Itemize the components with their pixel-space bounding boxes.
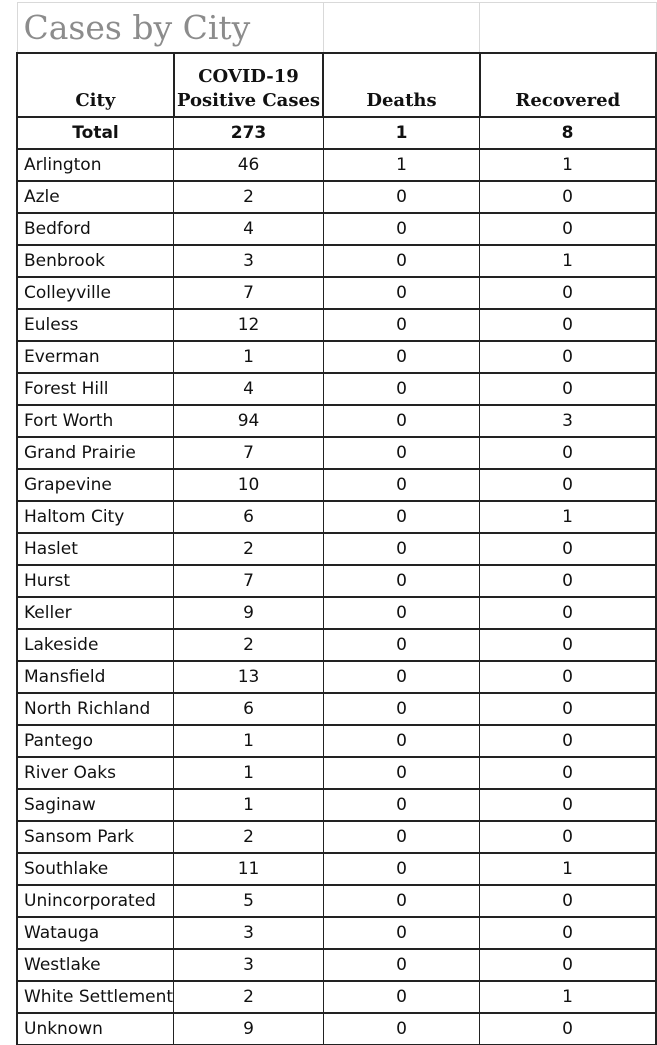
table-row (17, 917, 656, 949)
deaths-cell: 0 (323, 725, 479, 757)
recovered-cell: 1 (480, 149, 656, 181)
city-cell: Grapevine (17, 469, 174, 501)
cases-cell: 2 (174, 981, 324, 1013)
recovered-cell: 0 (480, 213, 656, 245)
city-cell: Grand Prairie (17, 437, 174, 469)
recovered-cell: 0 (480, 789, 656, 821)
recovered-cell: 0 (480, 1013, 656, 1045)
table-row (17, 597, 656, 629)
deaths-cell: 0 (323, 213, 479, 245)
city-cell: Haslet (17, 533, 174, 565)
city-cell: Saginaw (17, 789, 174, 821)
table-row (17, 277, 656, 309)
city-cell: Bedford (17, 213, 174, 245)
cases-cell: 5 (174, 885, 324, 917)
recovered-cell: 0 (480, 661, 656, 693)
city-cell: Mansfield (17, 661, 174, 693)
city-cell: Euless (17, 309, 174, 341)
deaths-cell: 0 (323, 1013, 479, 1045)
cases-cell: 11 (174, 853, 324, 885)
recovered-cell: 0 (480, 437, 656, 469)
cases-cell: 1 (174, 789, 324, 821)
total-recovered: 8 (480, 117, 656, 149)
city-cell: Everman (17, 341, 174, 373)
table-row (17, 821, 656, 853)
header-city: City (17, 53, 174, 117)
deaths-cell: 0 (323, 949, 479, 981)
city-cell: Fort Worth (17, 405, 174, 437)
deaths-cell: 0 (323, 181, 479, 213)
deaths-cell: 0 (323, 533, 479, 565)
recovered-cell: 0 (480, 181, 656, 213)
table-row (17, 565, 656, 597)
table-row (17, 757, 656, 789)
deaths-cell: 0 (323, 341, 479, 373)
cases-cell: 9 (174, 1013, 324, 1045)
table-row (17, 981, 656, 1013)
recovered-cell: 0 (480, 277, 656, 309)
city-cell: Colleyville (17, 277, 174, 309)
deaths-cell: 0 (323, 981, 479, 1013)
city-cell: Keller (17, 597, 174, 629)
city-cell: White Settlement (17, 981, 174, 1013)
deaths-cell: 0 (323, 501, 479, 533)
city-cell: Benbrook (17, 245, 174, 277)
cases-cell: 7 (174, 437, 324, 469)
recovered-cell: 0 (480, 469, 656, 501)
table-row (17, 501, 656, 533)
deaths-cell: 0 (323, 309, 479, 341)
table-row (17, 725, 656, 757)
title-blank-cell (323, 3, 479, 54)
recovered-cell: 0 (480, 533, 656, 565)
recovered-cell: 1 (480, 981, 656, 1013)
deaths-cell: 0 (323, 245, 479, 277)
deaths-cell: 0 (323, 757, 479, 789)
table-row (17, 469, 656, 501)
city-cell: Azle (17, 181, 174, 213)
city-cell: Arlington (17, 149, 174, 181)
city-cell: Westlake (17, 949, 174, 981)
cases-cell: 9 (174, 597, 324, 629)
total-cases: 273 (174, 117, 324, 149)
cases-cell: 6 (174, 501, 324, 533)
recovered-cell: 0 (480, 373, 656, 405)
city-cell: Hurst (17, 565, 174, 597)
deaths-cell: 0 (323, 437, 479, 469)
cases-cell: 12 (174, 309, 324, 341)
table-row (17, 693, 656, 725)
cases-cell: 7 (174, 565, 324, 597)
title-blank-cell (480, 3, 656, 54)
cases-table (16, 2, 657, 1045)
table-row (17, 885, 656, 917)
cases-cell: 3 (174, 245, 324, 277)
total-deaths: 1 (323, 117, 479, 149)
header-recovered: Recovered (480, 53, 656, 117)
cases-cell: 3 (174, 949, 324, 981)
table-row (17, 949, 656, 981)
deaths-cell: 0 (323, 853, 479, 885)
table-row (17, 149, 656, 181)
recovered-cell: 0 (480, 565, 656, 597)
table-row (17, 405, 656, 437)
table-row (17, 309, 656, 341)
cases-cell: 2 (174, 533, 324, 565)
cases-cell: 7 (174, 277, 324, 309)
table-row (17, 213, 656, 245)
city-cell: Watauga (17, 917, 174, 949)
city-cell: Southlake (17, 853, 174, 885)
table-row (17, 1013, 656, 1045)
cases-cell: 1 (174, 725, 324, 757)
header-row (17, 53, 656, 117)
deaths-cell: 0 (323, 661, 479, 693)
city-cell: Haltom City (17, 501, 174, 533)
cases-cell: 46 (174, 149, 324, 181)
table-row (17, 181, 656, 213)
city-cell: River Oaks (17, 757, 174, 789)
header-deaths: Deaths (323, 53, 479, 117)
recovered-cell: 0 (480, 309, 656, 341)
recovered-cell: 0 (480, 949, 656, 981)
cases-cell: 94 (174, 405, 324, 437)
cases-cell: 3 (174, 917, 324, 949)
recovered-cell: 0 (480, 885, 656, 917)
table-row (17, 533, 656, 565)
deaths-cell: 0 (323, 469, 479, 501)
city-cell: Sansom Park (17, 821, 174, 853)
table-row (17, 661, 656, 693)
table-row (17, 853, 656, 885)
recovered-cell: 0 (480, 629, 656, 661)
deaths-cell: 0 (323, 789, 479, 821)
cases-cell: 2 (174, 821, 324, 853)
city-cell: North Richland (17, 693, 174, 725)
table-row (17, 245, 656, 277)
table-row (17, 341, 656, 373)
cases-cell: 4 (174, 373, 324, 405)
cases-cell: 2 (174, 629, 324, 661)
deaths-cell: 0 (323, 885, 479, 917)
city-cell: Unincorporated (17, 885, 174, 917)
recovered-cell: 1 (480, 501, 656, 533)
table-title: Cases by City (17, 3, 323, 54)
deaths-cell: 0 (323, 405, 479, 437)
total-row (17, 117, 656, 149)
deaths-cell: 0 (323, 565, 479, 597)
recovered-cell: 0 (480, 821, 656, 853)
city-cell: Pantego (17, 725, 174, 757)
deaths-cell: 0 (323, 277, 479, 309)
deaths-cell: 0 (323, 373, 479, 405)
deaths-cell: 0 (323, 917, 479, 949)
title-row (17, 3, 656, 54)
cases-cell: 13 (174, 661, 324, 693)
deaths-cell: 0 (323, 693, 479, 725)
cases-cell: 6 (174, 693, 324, 725)
cases-cell: 2 (174, 181, 324, 213)
recovered-cell: 0 (480, 725, 656, 757)
recovered-cell: 3 (480, 405, 656, 437)
city-cell: Unknown (17, 1013, 174, 1045)
recovered-cell: 0 (480, 917, 656, 949)
cases-cell: 1 (174, 757, 324, 789)
cases-cell: 10 (174, 469, 324, 501)
table-row (17, 373, 656, 405)
table-row (17, 789, 656, 821)
total-label: Total (17, 117, 174, 149)
table-row (17, 629, 656, 661)
recovered-cell: 1 (480, 245, 656, 277)
recovered-cell: 0 (480, 341, 656, 373)
header-cases-line1: COVID-19 (198, 66, 299, 87)
city-cell: Forest Hill (17, 373, 174, 405)
header-cases-line2: Positive Cases (176, 90, 321, 111)
deaths-cell: 0 (323, 821, 479, 853)
deaths-cell: 0 (323, 597, 479, 629)
recovered-cell: 0 (480, 597, 656, 629)
table-row (17, 437, 656, 469)
deaths-cell: 0 (323, 629, 479, 661)
recovered-cell: 0 (480, 693, 656, 725)
recovered-cell: 1 (480, 853, 656, 885)
deaths-cell: 1 (323, 149, 479, 181)
cases-cell: 1 (174, 341, 324, 373)
cases-cell: 4 (174, 213, 324, 245)
header-cases (174, 53, 324, 117)
city-cell: Lakeside (17, 629, 174, 661)
recovered-cell: 0 (480, 757, 656, 789)
